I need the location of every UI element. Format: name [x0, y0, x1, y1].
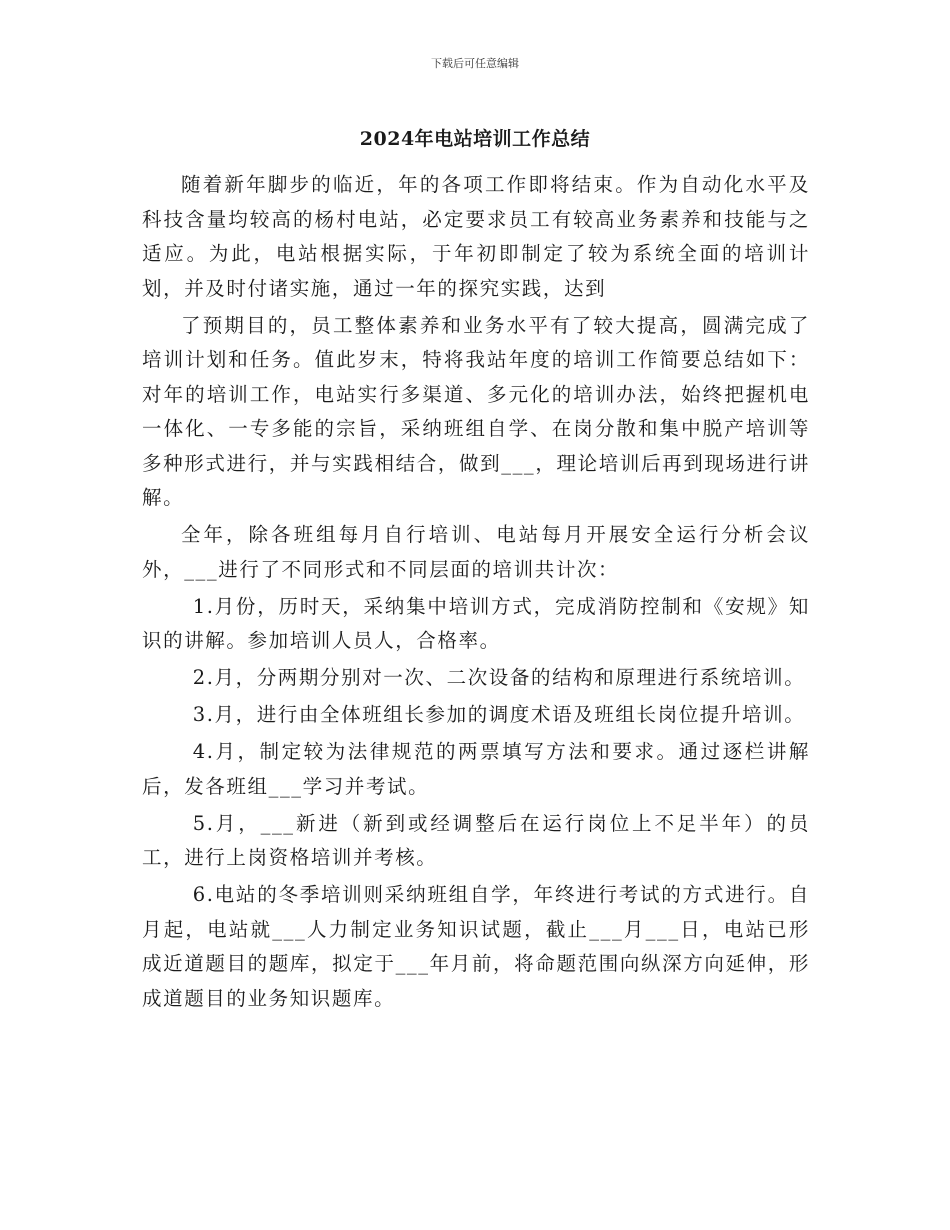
document-title: 2024年电站培训工作总结	[359, 128, 591, 150]
header-note: 下载后可任意编辑	[431, 57, 519, 70]
list-item: 4.月，制定较为法律规范的两票填写方法和要求。通过逐栏讲解后，发各班组___学习并考试。	[142, 740, 810, 798]
list-item: 1.月份，历时天，采纳集中培训方式，完成消防控制和《安规》知识的讲解。参加培训人员人，合格率。	[142, 594, 810, 652]
list-item: 5.月，___新进（新到或经调整后在运行岗位上不足半年）的员工，进行上岗资格培训并考核。	[142, 811, 810, 869]
list-item: 6.电站的冬季培训则采纳班组自学，年终进行考试的方式进行。自月起，电站就___人力制定业务知识试题，截止___月___日，电站已形成近道题目的题库，拟定于___年月前，将命题范围向纵深方向延伸，形成道题目的业务知识题库。	[142, 883, 810, 1010]
paragraph-summary: 了预期目的，员工整体素养和业务水平有了较大提高，圆满完成了培训计划和任务。值此岁末，特将我站年度的培训工作简要总结如下：对年的培训工作，电站实行多渠道、多元化的培训办法，始终把握机电一体化、一专多能的宗旨，采纳班组自学、在岗分散和集中脱产培训等多种形式进行，并与实践相结合，做到___，理论培训后再到现场进行讲解。	[142, 313, 810, 509]
paragraph-intro: 随着新年脚步的临近，年的各项工作即将结束。作为自动化水平及科技含量均较高的杨村电站，必定要求员工有较高业务素养和技能与之适应。为此，电站根据实际，于年初即制定了较为系统全面的培训计划，并及时付诸实施，通过一年的探究实践，达到	[142, 173, 810, 300]
paragraph-overview: 全年，除各班组每月自行培训、电站每月开展安全运行分析会议外，___进行了不同形式和不同层面的培训共计次：	[142, 523, 810, 581]
list-item: 2.月，分两期分别对一次、二次设备的结构和原理进行系统培训。	[192, 666, 806, 689]
list-item: 3.月，进行由全体班组长参加的调度术语及班组长岗位提升培训。	[192, 703, 806, 726]
document-body	[142, 168, 810, 1019]
